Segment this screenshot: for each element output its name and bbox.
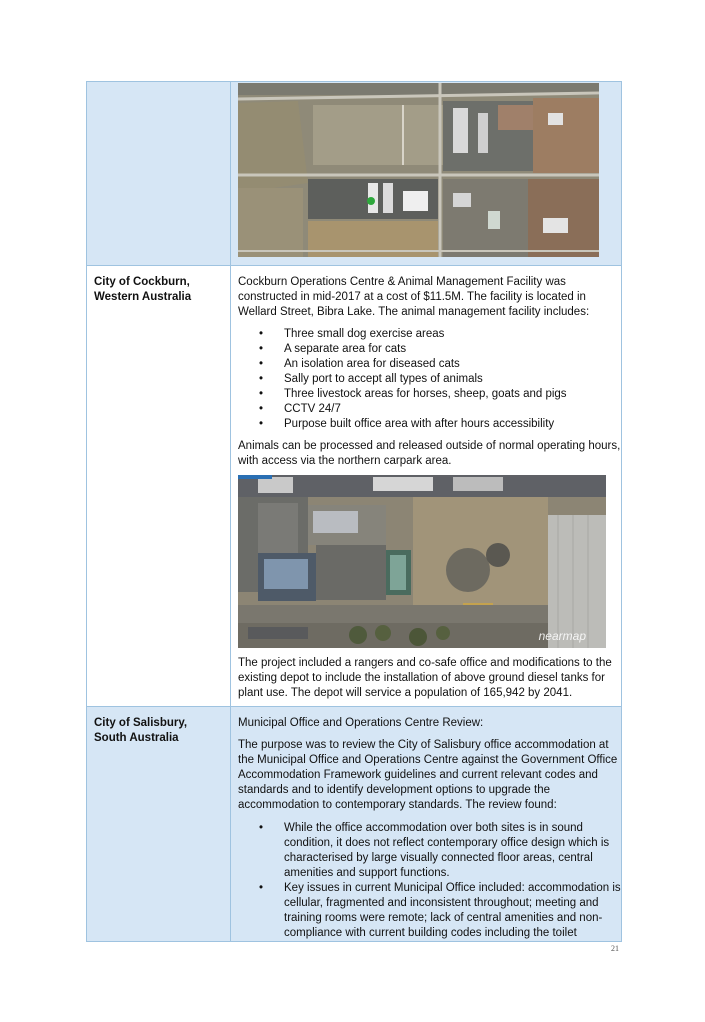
salisbury-heading: Municipal Office and Operations Centre Review:: [238, 717, 484, 729]
list-item: • Sally port to accept all types of animals: [238, 372, 621, 387]
list-item: • An isolation area for diseased cats: [238, 357, 621, 372]
nearmap-watermark: nearmap: [538, 629, 586, 643]
list-item: • Key issues in current Municipal Office included: accommodation is cellular, fragmented and inconsistent throughout; meeting and training rooms were remote; lack of central amenities and non-compliance with current building codes including the toilet: [238, 881, 621, 941]
list-item: • Three livestock areas for horses, sheep, goats and pigs: [238, 387, 621, 402]
page-number: 21: [611, 944, 619, 953]
cockburn-closing: The project included a rangers and co-safe office and modifications to the existing depot to include the installation of above ground diesel tanks for plant use. The depot will service a population of 165,942 by 2041.: [238, 657, 612, 699]
aerial-image-cell: [231, 82, 622, 266]
organisation-name: City of Cockburn, Western Australia: [94, 276, 192, 303]
cockburn-after-hours: Animals can be processed and released outside of normal operating hours, with access via the northern carpark area.: [238, 440, 621, 467]
cockburn-intro: Cockburn Operations Centre & Animal Management Facility was constructed in mid-2017 at a cost of $11.5M. The facility is located in Wellard Street, Bibra Lake. The animal management facility includes:: [238, 276, 590, 318]
list-item: • A separate area for cats: [238, 342, 621, 357]
org-cell-salisbury: [87, 707, 231, 942]
organisation-name: City of Salisbury, South Australia: [94, 717, 188, 744]
case-study-table: [86, 81, 622, 942]
list-item: • Purpose built office area with after hours accessibility: [238, 417, 621, 432]
org-cell-cockburn: [87, 266, 231, 707]
aerial-photo-cockburn: [238, 475, 606, 648]
table-row-cockburn: [87, 266, 622, 707]
aerial-photo-previous-site: [238, 83, 599, 257]
details-cell-salisbury: [231, 707, 622, 942]
cockburn-feature-list: [238, 327, 621, 432]
list-item: • Three small dog exercise areas: [238, 327, 621, 342]
list-item: • CCTV 24/7: [238, 402, 621, 417]
empty-org-cell: [87, 82, 231, 266]
salisbury-purpose: The purpose was to review the City of Salisbury office accommodation at the Municipal Office and Operations Centre against the Government Office Accommodation Framework guidelines and current relevant codes and standards and to identify development options to upgrade the accommodation to contemporary standards. The review found:: [238, 739, 618, 811]
table-row-salisbury: [87, 707, 622, 942]
details-cell-cockburn: [231, 266, 622, 707]
salisbury-findings-list: [238, 821, 621, 941]
list-item: • While the office accommodation over both sites is in sound condition, it does not reflect contemporary office design which is characterised by large visually connected floor areas, central amenities and support functions.: [238, 821, 621, 881]
table-row-continued-image: [87, 82, 622, 266]
